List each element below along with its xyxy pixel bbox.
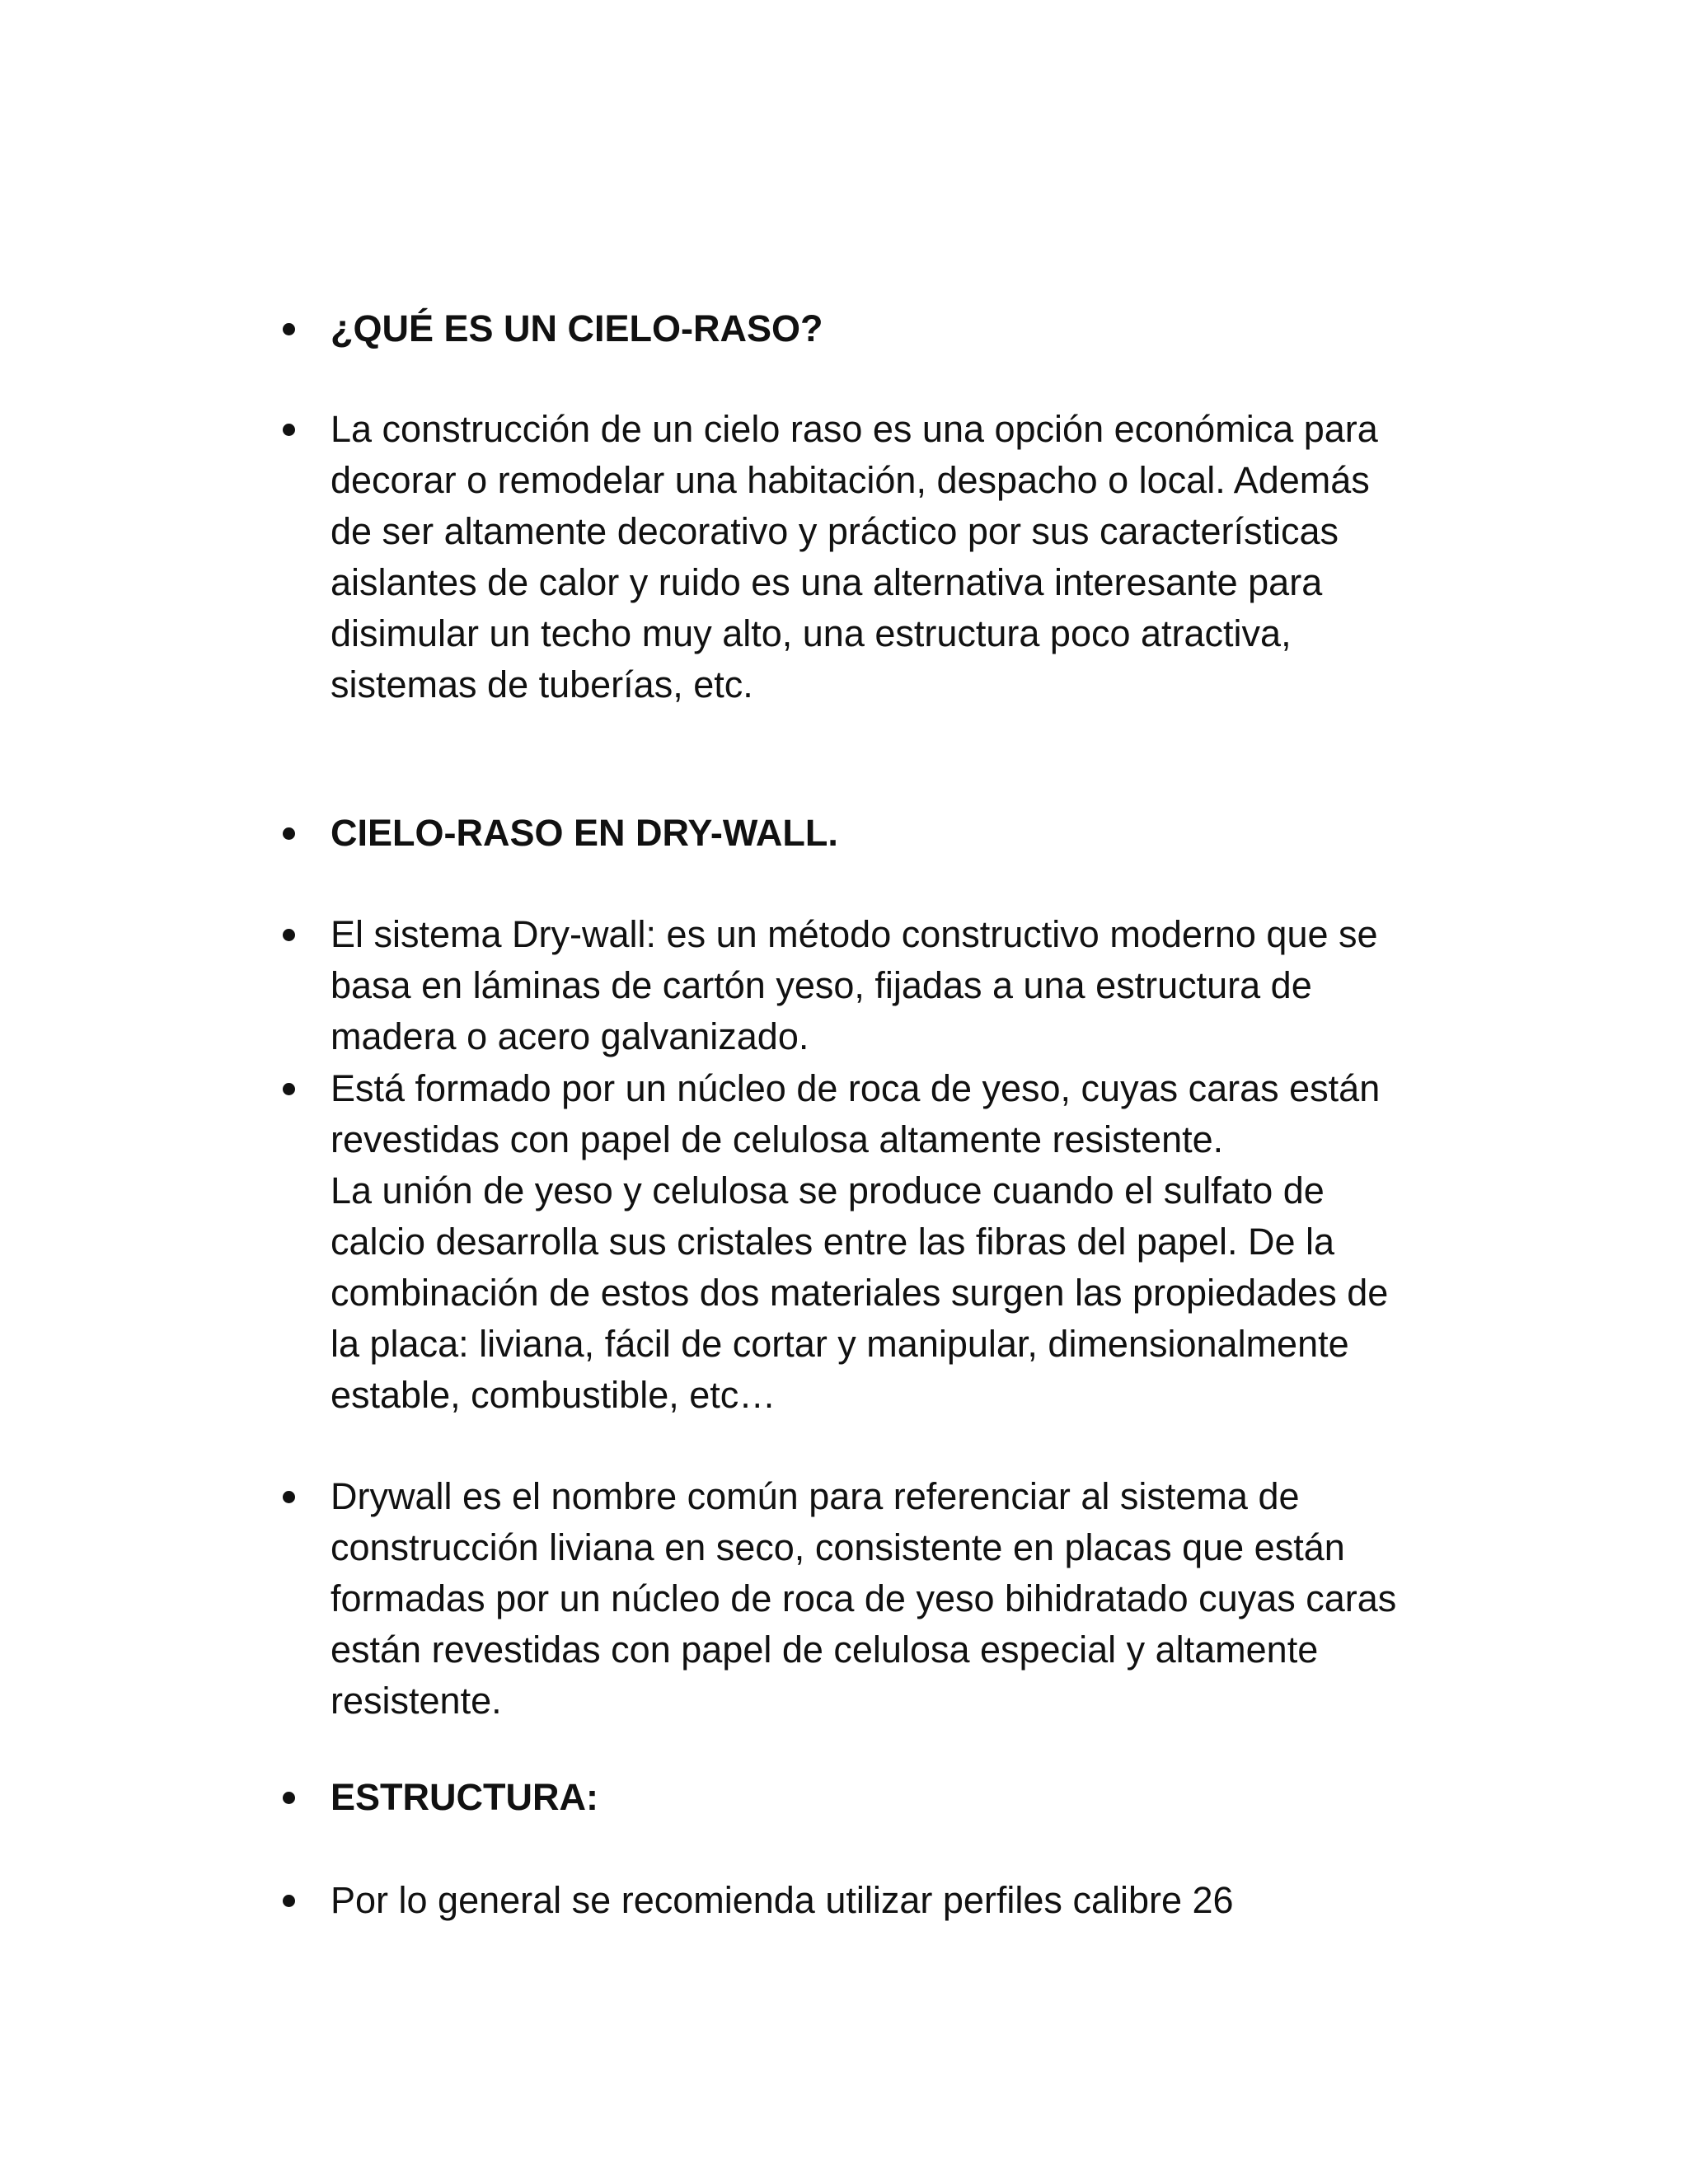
bullet-icon (283, 1083, 295, 1095)
bullet-icon (283, 1792, 295, 1804)
bullet-icon (283, 323, 295, 335)
bullet-icon (283, 1895, 295, 1907)
paragraph-construccion: La construcción de un cielo raso es una opción económica para decorar o remodelar una habitación, despacho o local. Además de ser altamente decorativo y práctico por sus características aislantes de calor y ruido es una alternativa interesante para disimular un techo muy alto, una estructura poco atractiva, sistemas de tuberías, etc. (331, 408, 1378, 705)
paragraph-perfiles-calibre: Por lo general se recomienda utilizar perfiles calibre 26 (331, 1879, 1234, 1921)
bullet-icon (283, 929, 295, 941)
paragraph-drywall-nombre-comun: Drywall es el nombre común para referenciar al sistema de construcción liviana en seco, consistente en placas que están formadas por un núcleo de roca de yeso bihidratado cuyas caras están revestidas con papel de celulosa especial y altamente resistente. (331, 1475, 1397, 1722)
bullet-icon (283, 1491, 295, 1503)
bullet-icon (283, 424, 295, 436)
heading-cielo-raso-dry-wall: CIELO-RASO EN DRY-WALL. (331, 812, 838, 854)
heading-que-es-cielo-raso: ¿QUÉ ES UN CIELO-RASO? (331, 307, 823, 349)
heading-estructura: ESTRUCTURA: (331, 1776, 598, 1818)
paragraph-formado-nucleo: Está formado por un núcleo de roca de yeso, cuyas caras están revestidas con papel de celulosa altamente resistente. La unión de yeso y celulosa se produce cuando el sulfato de calcio desarrolla sus cristales entre las fibras del papel. De la combinación de estos dos materiales surgen las propiedades de la placa: liviana, fácil de cortar y manipular, dimensionalmente estable, combustible, etc… (331, 1067, 1389, 1416)
bullet-icon (283, 827, 295, 840)
paragraph-sistema-dry-wall: El sistema Dry-wall: es un método constructivo moderno que se basa en láminas de cartón yeso, fijadas a una estructura de madera o acero galvanizado. (331, 913, 1378, 1057)
